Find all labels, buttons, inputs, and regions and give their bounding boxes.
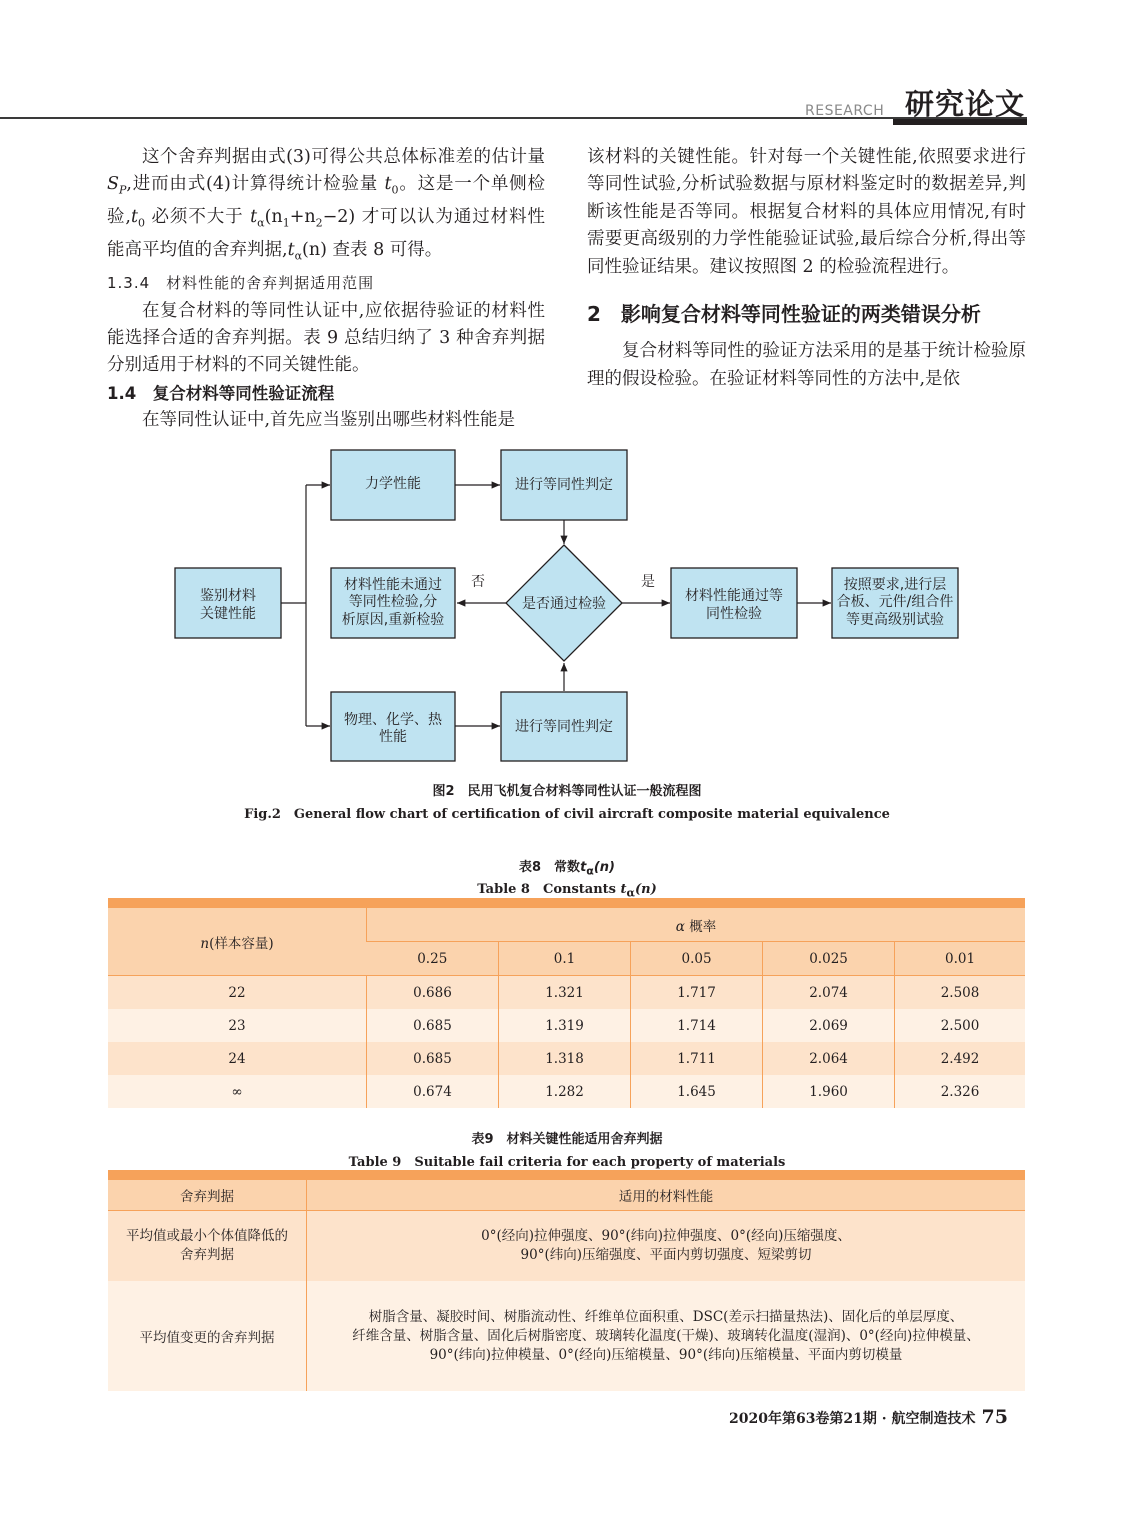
svg-text:力学性能: 力学性能 bbox=[365, 476, 421, 492]
table-cell: 树脂含量、凝胶时间、树脂流动性、纤维单位面积重、DSC(差示扫描量热法)、固化后的单层厚度、 纤维含量、树脂含量、固化后树脂密度、玻璃转化温度(干燥)、玻璃转化温度(湿润)、0°(经向)拉伸模量、 90°(纬向)拉伸模量、0°(经向)压缩模量、90°(纬向)压缩模量、平面内剪切模量 bbox=[307, 1281, 1026, 1391]
table-cell: 24 bbox=[228, 1050, 246, 1067]
table-cell: ∞ bbox=[231, 1083, 243, 1100]
section-heading: 1.4 复合材料等同性验证流程 bbox=[107, 383, 335, 403]
judge-top-box bbox=[501, 450, 627, 520]
table-header-row bbox=[108, 1180, 1025, 1211]
svg-text:等同性检验,分: 等同性检验,分 bbox=[348, 594, 438, 610]
table8-caption-cn: 表8 常数$t_\alpha(n)$ bbox=[519, 860, 615, 878]
table-9 bbox=[108, 1170, 1025, 1391]
mechanical-box bbox=[331, 450, 455, 520]
svg-text:等更高级别试验: 等更高级别试验 bbox=[846, 612, 944, 628]
paragraph: 该材料的关键性能。针对每一个关键性能,依照要求进行等同性试验,分析试验数据与原材料鉴定时的数据差异,判断该性能是否等同。根据复合材料的具体应用情况,有时需要更高级别的力学性能验证试验,最后综合分析,得出等同性验证结果。建议按照图 2 的检验流程进行。 bbox=[587, 147, 1026, 277]
left-column bbox=[107, 144, 545, 435]
svg-text:性能: 性能 bbox=[379, 729, 407, 745]
table-cell: 1.282 bbox=[499, 1075, 631, 1108]
fail-box bbox=[331, 568, 455, 638]
table-row bbox=[108, 1281, 1025, 1391]
table-cell: 1.645 bbox=[631, 1075, 763, 1108]
page-footer bbox=[729, 1406, 1008, 1428]
section-label-cn: 研究论文 bbox=[905, 87, 1026, 121]
table-cell: 2.500 bbox=[895, 1009, 1025, 1042]
table-cell: 0.686 bbox=[367, 976, 499, 1010]
svg-text:是否通过检验: 是否通过检验 bbox=[522, 596, 606, 612]
no-label: 否 bbox=[471, 574, 485, 590]
table-cell: 1.318 bbox=[499, 1042, 631, 1075]
svg-text:关键性能: 关键性能 bbox=[200, 606, 256, 622]
table-header-row bbox=[108, 908, 1025, 942]
journal-info: 2020年第63卷第21期 · 航空制造技术 bbox=[728, 1411, 976, 1427]
table-cell: 1.714 bbox=[631, 1009, 763, 1042]
table-row bbox=[108, 1211, 1025, 1282]
table-row bbox=[108, 976, 1025, 1010]
svg-text:鉴别材料: 鉴别材料 bbox=[200, 588, 256, 604]
table-header-cell: 舍弃判据 bbox=[180, 1189, 234, 1205]
table-cell: 1.321 bbox=[499, 976, 631, 1010]
table-cell: 1.960 bbox=[763, 1075, 895, 1108]
table-cell: 2.326 bbox=[895, 1075, 1025, 1108]
table-cell: 2.074 bbox=[763, 976, 895, 1010]
table9-caption-en: Table 9 Suitable fail criteria for each property of materials bbox=[348, 1155, 786, 1170]
table-header-cell: 适用的材料性能 bbox=[307, 1180, 1026, 1211]
table-cell: 平均值或最小个体值降低的 舍弃判据 bbox=[126, 1228, 288, 1263]
decision-diamond bbox=[506, 545, 622, 661]
svg-text:进行等同性判定: 进行等同性判定 bbox=[515, 719, 613, 735]
table-header-cell: 0.025 bbox=[763, 942, 895, 976]
table-header-cell: 0.05 bbox=[631, 942, 763, 976]
paragraph: 复合材料等同性的验证方法采用的是基于统计检验原理的假设检验。在验证材料等同性的方法中,是依 bbox=[587, 341, 1026, 389]
paragraph: 这个舍弃判据由式(3)可得公共总体标准差的估计量 $S_P$,进而由式(4)计算得统计检验量 $t_0$。这是一个单侧检验$,t_0$ 必须不大于 $t_\alpha(n_1+n_2-2)$ 才可以认为通过材料性能高平均值的舍弃判据$,t_\alpha(n)$ 查表 8 可得。 bbox=[107, 147, 545, 263]
physical-box bbox=[331, 692, 455, 761]
table-row bbox=[108, 1009, 1025, 1042]
pass-box bbox=[671, 568, 797, 638]
table-cell: 0.685 bbox=[367, 1009, 499, 1042]
table-top-bar bbox=[108, 1170, 1025, 1180]
table-cell: 0.685 bbox=[367, 1042, 499, 1075]
svg-text:进行等同性判定: 进行等同性判定 bbox=[515, 477, 613, 493]
table-cell: 1.717 bbox=[631, 976, 763, 1010]
higher-test-box bbox=[832, 568, 958, 638]
svg-text:合板、元件/组合件: 合板、元件/组合件 bbox=[836, 594, 954, 610]
yes-label: 是 bbox=[641, 574, 655, 590]
table-cell: 1.711 bbox=[631, 1042, 763, 1075]
table-cell: 0°(经向)拉伸强度、90°(纬向)拉伸强度、0°(经向)压缩强度、 90°(纬向)压缩强度、平面内剪切强度、短梁剪切 bbox=[307, 1211, 1026, 1282]
svg-text:材料性能未通过: 材料性能未通过 bbox=[344, 577, 442, 593]
table-header-cell: 0.1 bbox=[499, 942, 631, 976]
table-row bbox=[108, 1075, 1025, 1108]
table-header-cell: n(样本容量) bbox=[200, 935, 274, 952]
table-cell: 1.319 bbox=[499, 1009, 631, 1042]
svg-text:同性检验: 同性检验 bbox=[706, 606, 762, 622]
subsection-heading: 1.3.4 材料性能的舍弃判据适用范围 bbox=[107, 274, 375, 293]
svg-text:析原因,重新检验: 析原因,重新检验 bbox=[341, 612, 445, 628]
table-cell: 0.674 bbox=[367, 1075, 499, 1108]
svg-text:材料性能通过等: 材料性能通过等 bbox=[685, 588, 783, 604]
paragraph: 在复合材料的等同性认证中,应依据待验证的材料性能选择合适的舍弃判据。表 9 总结归纳了 3 种舍弃判据分别适用于材料的不同关键性能。 bbox=[107, 300, 545, 376]
figure-caption-en: Fig.2 General flow chart of certification of civil aircraft composite material equivalence bbox=[244, 807, 890, 822]
judge-bottom-box bbox=[501, 692, 627, 761]
page-number: 75 bbox=[981, 1406, 1008, 1428]
table-top-bar bbox=[108, 898, 1025, 908]
table-cell: 平均值变更的舍弃判据 bbox=[139, 1330, 275, 1346]
table-8 bbox=[108, 898, 1025, 1108]
table-cell: 2.064 bbox=[763, 1042, 895, 1075]
table9-caption-cn: 表9 材料关键性能适用舍弃判据 bbox=[471, 1132, 663, 1147]
table-cell: 23 bbox=[228, 1017, 246, 1034]
table-cell: 2.508 bbox=[895, 976, 1025, 1010]
svg-text:按照要求,进行层: 按照要求,进行层 bbox=[843, 577, 947, 593]
paragraph: 在等同性认证中,首先应当鉴别出哪些材料性能是 bbox=[142, 410, 516, 431]
table-cell: 22 bbox=[228, 984, 246, 1001]
table-header-cell: 0.01 bbox=[895, 942, 1025, 976]
section-heading: 2 影响复合材料等同性验证的两类错误分析 bbox=[587, 302, 981, 327]
figure-caption-cn: 图2 民用飞机复合材料等同性认证一般流程图 bbox=[432, 784, 702, 799]
table-row bbox=[108, 1042, 1025, 1075]
svg-text:物理、化学、热: 物理、化学、热 bbox=[344, 712, 442, 728]
table-header-cell: 0.25 bbox=[417, 950, 448, 967]
start-box bbox=[175, 568, 281, 638]
right-column bbox=[587, 144, 1026, 393]
table-cell: 2.069 bbox=[763, 1009, 895, 1042]
table-header-cell: α 概率 bbox=[367, 908, 1026, 942]
table8-caption-en: Table 8 Constants $t_\alpha(n)$ bbox=[477, 882, 657, 900]
flowchart bbox=[0, 440, 1134, 770]
table-cell: 2.492 bbox=[895, 1042, 1025, 1075]
section-label-en: RESEARCH bbox=[805, 103, 885, 119]
